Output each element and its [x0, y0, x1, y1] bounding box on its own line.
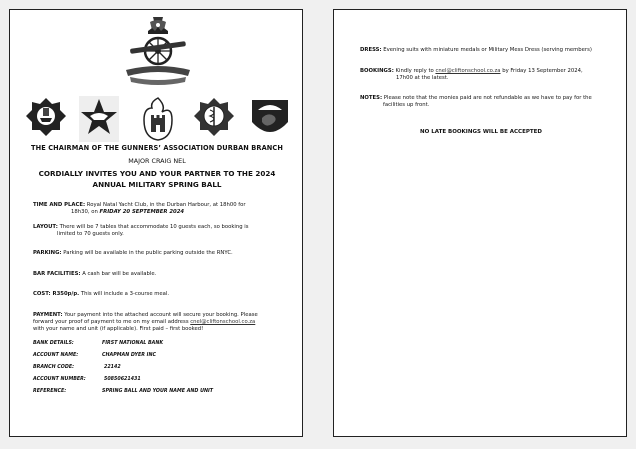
time-place-section [33, 202, 291, 216]
invitation-page-2 [333, 9, 627, 437]
host-name: MAJOR CRAIG NEL [128, 157, 186, 165]
bookings-label: BOOKINGS: [360, 68, 394, 74]
parking-text: Parking will be available in the public parking outside the RNYC. [63, 250, 233, 256]
reference-value: SPRING BALL AND YOUR NAME AND UNIT [102, 389, 214, 394]
late-bookings-notice: NO LATE BOOKINGS WILL BE ACCEPTED [420, 129, 542, 135]
cost-text: This will include a 3-course meal. [80, 291, 170, 297]
reference-label: REFERENCE: [33, 389, 67, 394]
payment-text-2: forward your proof of payment to me on my email address [33, 319, 189, 325]
parking-section [33, 250, 291, 257]
branch-code-label: BRANCH CODE: [33, 365, 75, 370]
payment-text-3: with your name and unit (if applicable). First paid – first booked! [33, 326, 204, 332]
payment-text: Your payment into the attached account will secure your booking. Please [64, 312, 258, 318]
payment-label: PAYMENT: [33, 312, 63, 318]
invitation-line: CORDIALLY INVITES YOU AND YOUR PARTNER TO THE 2024 [38, 169, 276, 178]
bookings-section [360, 68, 610, 82]
dress-text: Evening suits with miniature medals or Military Mess Dress (serving members) [383, 47, 592, 53]
bank-details-label: BANK DETAILS: [33, 341, 74, 346]
branch-code-value: 22142 [104, 365, 121, 370]
account-name-value: CHAPMAN DYER INC [102, 353, 156, 358]
bookings-text-2: by Friday 13 September 2024, [502, 68, 583, 74]
star-eagle-badge-icon [79, 96, 119, 142]
payment-email-link[interactable]: cnel@cliftonschool.co.za [190, 319, 256, 325]
bookings-email-link[interactable]: cnel@cliftonschool.co.za [435, 68, 501, 74]
account-name-label: ACCOUNT NAME: [33, 353, 79, 358]
notes-text-2: facilities up front. [383, 102, 430, 108]
notes-section [360, 95, 610, 109]
layout-section [33, 224, 291, 238]
event-date: FRIDAY 20 SEPTEMBER 2024 [99, 209, 185, 215]
payment-section [33, 312, 291, 333]
account-number-value: 50850621431 [104, 377, 141, 382]
time-place-text: Royal Natal Yacht Club, in the Durban Harbour, at 18h00 for [86, 202, 246, 208]
bookings-text: Kindly reply to [395, 68, 434, 74]
time-place-label: TIME AND PLACE: [33, 202, 86, 208]
layout-text-2: limited to 70 guests only. [57, 231, 124, 237]
artillery-crest-icon [120, 15, 196, 85]
layout-text: There will be 7 tables that accommodate 10 guests each, so booking is [59, 224, 249, 230]
flame-castle-badge-icon [138, 96, 178, 142]
cost-section [33, 291, 291, 298]
serpent-staff-badge-icon [194, 96, 234, 142]
invitation-page-1 [9, 9, 303, 437]
bar-label: BAR FACILITIES: [33, 271, 81, 277]
event-name: ANNUAL MILITARY SPRING BALL [92, 180, 222, 189]
dress-section [360, 47, 610, 54]
dress-label: DRESS: [360, 47, 382, 53]
account-number-label: ACCOUNT NUMBER: [33, 377, 86, 382]
parking-label: PARKING: [33, 250, 62, 256]
bar-section [33, 271, 291, 278]
layout-label: LAYOUT: [33, 224, 58, 230]
gunners-badge-icon [26, 96, 66, 142]
unit-emblems-row [24, 96, 292, 144]
cost-label: COST: R350p/p. [33, 291, 80, 297]
bank-details-value: FIRST NATIONAL BANK [102, 341, 164, 346]
notes-text: Please note that the monies paid are not refundable as we have to pay for the [383, 95, 592, 101]
notes-label: NOTES: [360, 95, 383, 101]
bookings-text-3: 17h00 at the latest. [396, 75, 449, 81]
parachute-badge-icon [250, 96, 290, 142]
bar-text: A cash bar will be available. [82, 271, 157, 277]
invitation-host-line: THE CHAIRMAN OF THE GUNNERS’ ASSOCIATION DURBAN BRANCH [31, 144, 283, 152]
time-place-text-2: 18h30, on [71, 209, 98, 215]
